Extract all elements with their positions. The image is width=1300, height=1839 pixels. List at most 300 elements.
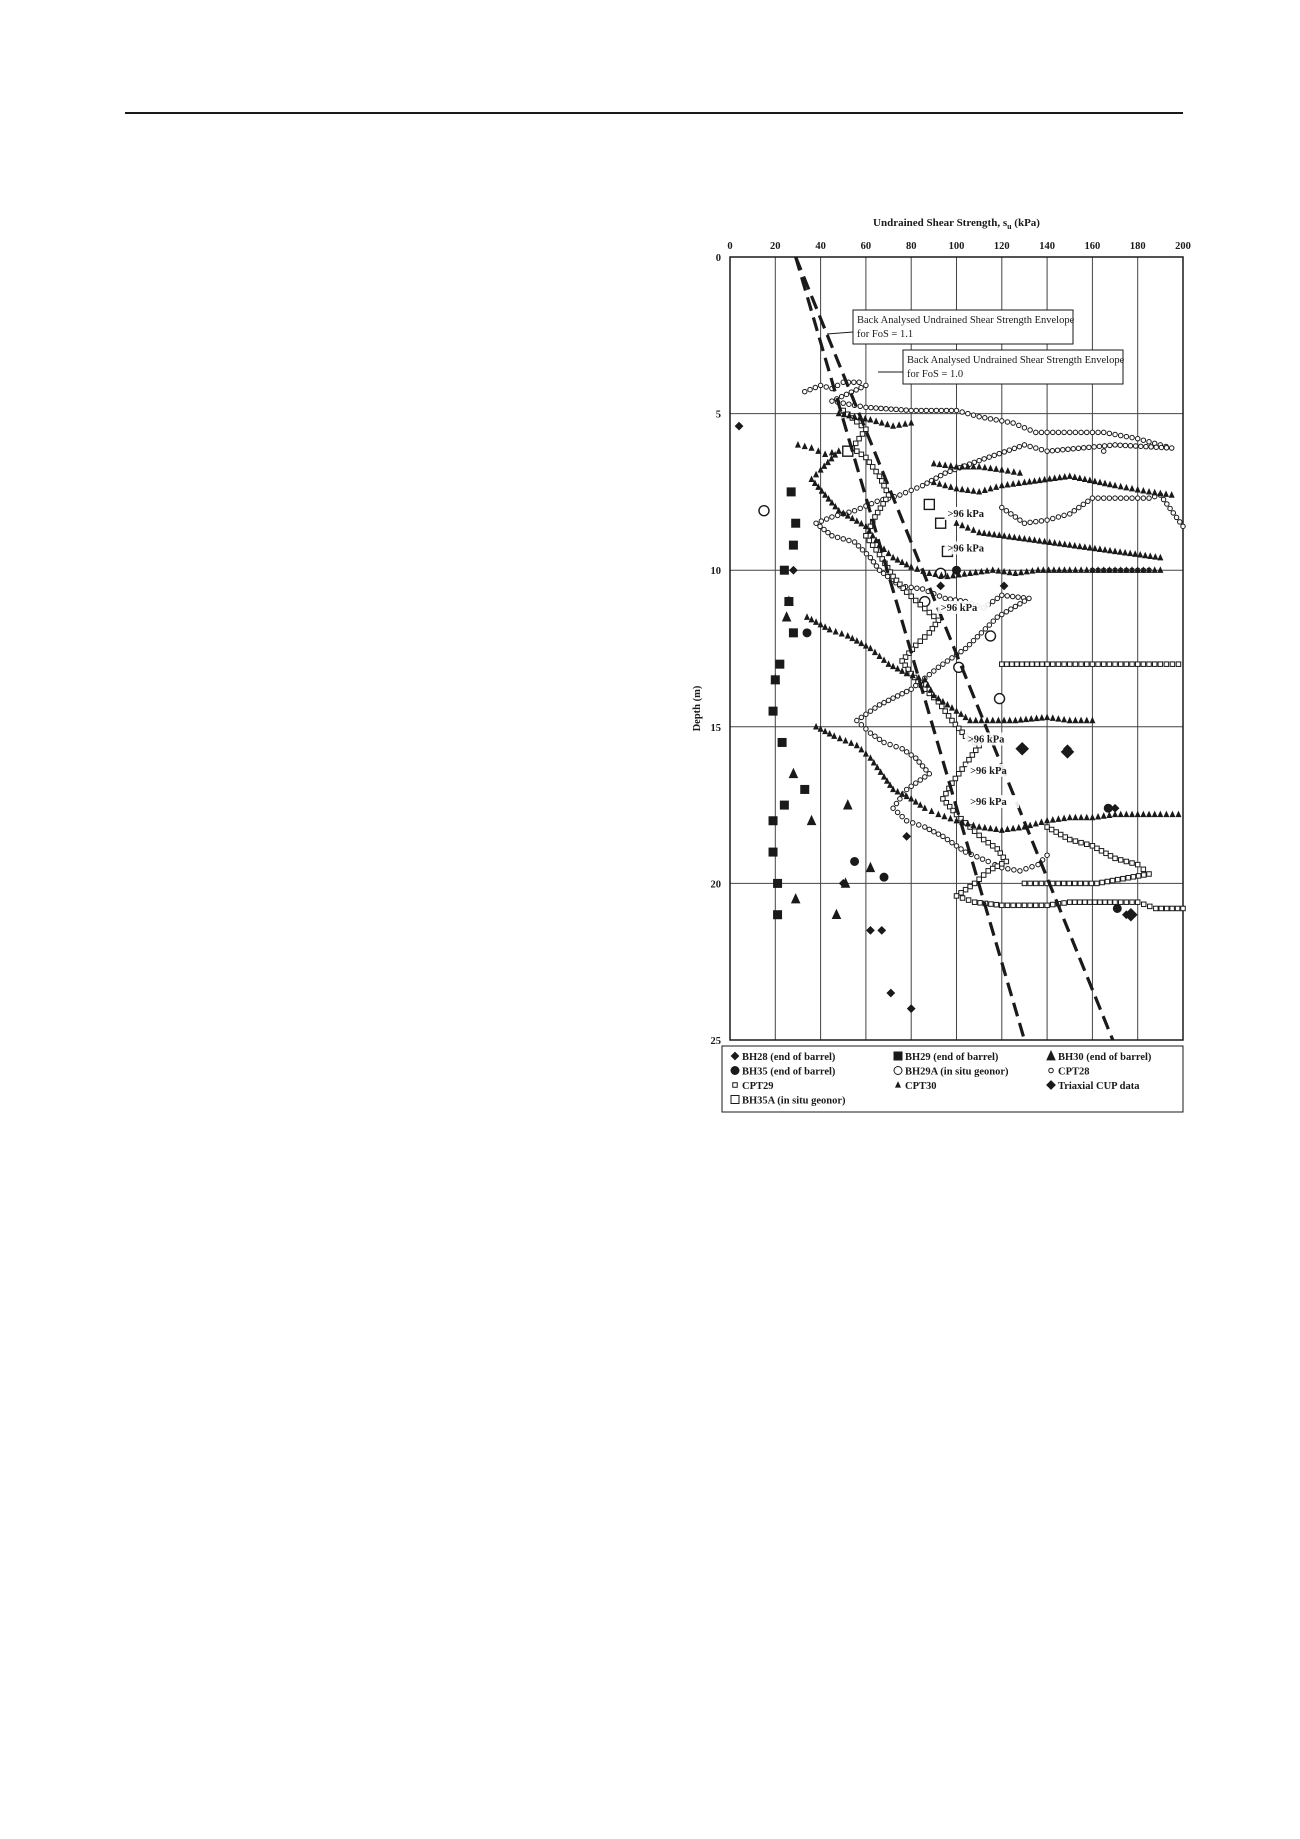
data-point — [882, 658, 887, 663]
data-point — [990, 866, 995, 871]
data-point — [1148, 554, 1153, 559]
data-point — [909, 796, 914, 801]
data-point — [1083, 900, 1088, 905]
data-point — [1067, 881, 1072, 886]
data-point — [1022, 536, 1026, 541]
data-point — [877, 552, 882, 557]
data-point — [918, 802, 923, 807]
data-point — [932, 461, 937, 466]
data-point — [1078, 881, 1083, 886]
data-point — [923, 775, 928, 780]
data-point — [960, 523, 965, 528]
data-point — [936, 832, 941, 837]
data-point — [910, 821, 915, 826]
data-point — [945, 837, 950, 842]
data-point — [1131, 875, 1136, 880]
data-point — [855, 449, 860, 454]
data-point — [959, 891, 964, 896]
data-point — [940, 704, 945, 709]
data-point — [954, 486, 959, 491]
legend-marker — [894, 1067, 902, 1075]
data-point — [1039, 447, 1044, 452]
data-point — [1142, 873, 1147, 878]
data-point — [1042, 539, 1047, 544]
data-point — [898, 493, 903, 498]
data-point — [988, 466, 993, 471]
data-point — [1088, 478, 1093, 483]
data-point — [1011, 903, 1016, 908]
data-point — [841, 511, 846, 516]
data-point — [897, 422, 902, 427]
data-point — [1000, 903, 1005, 908]
data-point — [870, 533, 875, 538]
data-point — [889, 407, 894, 412]
data-point — [954, 844, 959, 849]
data-point — [888, 742, 893, 747]
data-point — [1057, 568, 1062, 573]
data-point — [1133, 551, 1138, 556]
data-point — [1158, 491, 1163, 496]
data-point — [1107, 496, 1112, 501]
data-point — [1056, 881, 1061, 886]
data-point — [1095, 846, 1100, 851]
data-point — [981, 873, 986, 878]
data-point — [735, 422, 742, 429]
data-point — [827, 731, 832, 736]
x-tick-label: 80 — [905, 241, 917, 252]
data-point — [904, 819, 909, 824]
data-point — [1005, 482, 1010, 487]
data-point — [1087, 445, 1092, 450]
data-point — [978, 901, 983, 906]
data-point — [832, 733, 837, 738]
data-point — [948, 597, 953, 602]
data-point — [1058, 832, 1063, 837]
data-point — [1093, 900, 1098, 905]
data-point — [801, 785, 809, 793]
data-point — [997, 451, 1002, 456]
x-tick-label: 0 — [727, 241, 733, 252]
data-point — [1176, 662, 1181, 667]
data-point — [1007, 718, 1012, 723]
data-point — [868, 417, 873, 422]
data-point — [1113, 904, 1121, 912]
data-point — [1027, 479, 1032, 484]
series-bh35a-in-situ-geonor — [843, 446, 953, 556]
data-point — [1113, 483, 1118, 488]
data-point — [1098, 480, 1103, 485]
data-point — [1022, 521, 1027, 526]
data-point — [894, 407, 899, 412]
data-point — [894, 744, 899, 749]
data-point — [1130, 662, 1135, 667]
data-point — [920, 587, 925, 592]
data-point — [860, 432, 865, 437]
data-point — [830, 515, 835, 520]
data-point — [1078, 900, 1083, 905]
data-point — [977, 489, 982, 494]
data-point — [1010, 594, 1015, 599]
data-point — [872, 760, 877, 765]
data-point — [1176, 812, 1181, 817]
data-point — [1164, 492, 1169, 497]
data-point — [1056, 515, 1061, 520]
data-point — [1020, 662, 1025, 667]
data-point — [830, 533, 835, 538]
data-point — [1141, 438, 1146, 443]
data-point — [1113, 443, 1118, 448]
data-point — [884, 488, 889, 493]
data-point — [856, 544, 861, 549]
data-point — [847, 538, 852, 543]
data-point — [869, 501, 874, 506]
data-point — [852, 414, 857, 419]
data-point — [1164, 446, 1169, 451]
data-point — [1071, 447, 1076, 452]
data-point — [1028, 903, 1033, 908]
data-point — [1051, 817, 1056, 822]
x-tick-label: 120 — [993, 241, 1010, 252]
data-point — [1017, 535, 1022, 540]
data-point — [1147, 662, 1152, 667]
data-point — [868, 709, 873, 714]
data-point — [881, 571, 886, 576]
data-point — [1006, 468, 1011, 473]
data-point — [1118, 443, 1123, 448]
data-point — [977, 414, 982, 419]
data-point — [857, 436, 862, 441]
data-point — [1045, 825, 1050, 830]
data-point — [979, 631, 984, 636]
data-point — [986, 859, 991, 864]
data-point — [783, 612, 791, 621]
data-point — [1022, 903, 1026, 908]
data-point — [814, 619, 819, 624]
data-point — [918, 639, 923, 644]
legend-label: Triaxial CUP data — [1058, 1081, 1140, 1092]
data-point — [880, 873, 888, 881]
data-point — [1170, 662, 1175, 667]
data-point — [1051, 516, 1056, 521]
data-point — [943, 709, 948, 714]
data-point — [864, 427, 869, 432]
data-point — [873, 706, 878, 711]
data-point — [1045, 715, 1050, 720]
data-point — [818, 524, 823, 529]
data-point — [1061, 881, 1066, 886]
data-point — [991, 619, 996, 624]
data-point — [957, 772, 962, 777]
data-point — [1037, 478, 1042, 483]
y-axis-title: Depth (m) — [692, 685, 703, 732]
data-point — [808, 387, 813, 392]
data-point — [1093, 479, 1098, 484]
data-point — [949, 463, 954, 468]
data-point — [895, 810, 900, 815]
data-point — [1000, 612, 1005, 617]
data-point — [974, 718, 979, 723]
data-point — [1028, 428, 1033, 433]
data-point — [927, 631, 932, 636]
data-point — [915, 566, 920, 571]
data-point — [1013, 571, 1018, 576]
data-point — [1108, 548, 1113, 553]
data-point — [1022, 599, 1027, 604]
data-point — [1123, 550, 1128, 555]
data-point — [874, 469, 879, 474]
data-point — [826, 530, 831, 535]
data-point — [1068, 512, 1073, 517]
data-point — [960, 896, 965, 901]
data-point — [1015, 662, 1020, 667]
x-tick-label: 160 — [1084, 241, 1101, 252]
data-point — [913, 781, 918, 786]
data-point — [877, 703, 882, 708]
data-point — [941, 662, 946, 667]
data-point — [1028, 881, 1033, 886]
legend-label: CPT29 — [742, 1081, 774, 1092]
legend-label: BH28 (end of barrel) — [742, 1052, 836, 1063]
data-point — [833, 629, 838, 634]
data-point — [937, 481, 942, 486]
data-point — [1056, 430, 1061, 435]
data-point — [1045, 853, 1050, 858]
data-point — [1005, 903, 1010, 908]
data-point — [1164, 906, 1169, 911]
data-point — [1090, 815, 1095, 820]
legend-marker — [733, 1083, 738, 1088]
data-point — [971, 638, 976, 643]
annotation-label: >96 kPa — [940, 602, 978, 614]
data-point — [1051, 715, 1056, 720]
data-point — [778, 738, 786, 746]
data-point — [913, 756, 918, 761]
data-point — [985, 718, 990, 723]
data-point — [1175, 906, 1180, 911]
data-point — [1045, 430, 1050, 435]
data-point — [1158, 662, 1163, 667]
x-tick-label: 40 — [815, 241, 826, 252]
data-point — [904, 787, 909, 792]
data-point — [1024, 717, 1028, 722]
data-point — [1062, 542, 1067, 547]
data-point — [1135, 662, 1140, 667]
legend-label: BH35A (in situ geonor) — [742, 1095, 846, 1107]
data-point — [868, 646, 873, 651]
data-point — [1152, 662, 1157, 667]
data-point — [898, 797, 903, 802]
data-point — [802, 444, 807, 449]
data-point — [1096, 662, 1101, 667]
data-point — [1158, 555, 1163, 560]
data-point — [796, 442, 801, 447]
data-point — [877, 654, 882, 659]
data-point — [1124, 859, 1129, 864]
data-point — [1000, 593, 1005, 598]
data-point — [996, 718, 1001, 723]
data-point — [1073, 475, 1078, 480]
y-tick-label: 0 — [715, 253, 721, 264]
data-point — [1045, 662, 1050, 667]
data-point — [858, 506, 863, 511]
legend-label: BH29 (end of barrel) — [905, 1052, 999, 1063]
data-point — [1000, 862, 1005, 867]
data-point — [927, 827, 932, 832]
data-point — [823, 729, 828, 734]
y-tick-label: 5 — [715, 409, 721, 421]
data-point — [1161, 497, 1166, 502]
data-point — [1098, 900, 1103, 905]
data-point — [1047, 540, 1052, 545]
data-point — [859, 385, 864, 390]
data-point — [948, 469, 953, 474]
data-point — [932, 693, 937, 698]
data-point — [1062, 513, 1067, 518]
data-point — [1009, 512, 1014, 517]
data-point — [971, 413, 976, 418]
data-point — [1095, 881, 1100, 886]
data-point — [899, 408, 904, 413]
data-point — [1143, 553, 1148, 558]
data-point — [1056, 716, 1061, 721]
data-point — [864, 405, 869, 410]
data-point — [1118, 812, 1123, 817]
data-point — [1103, 547, 1108, 552]
data-point — [1103, 481, 1108, 486]
data-point — [986, 869, 991, 874]
data-point — [1084, 842, 1089, 847]
data-point — [915, 486, 920, 491]
data-point — [868, 755, 873, 760]
data-point — [860, 548, 865, 553]
data-point — [1018, 717, 1023, 722]
data-point — [1153, 554, 1158, 559]
data-point — [923, 635, 928, 640]
data-point — [987, 531, 992, 536]
data-point — [1061, 447, 1066, 452]
data-point — [864, 751, 869, 756]
series-bh28-end-of-barrel — [735, 422, 1130, 1012]
data-point — [1006, 867, 1011, 872]
data-point — [927, 672, 932, 677]
x-tick-label: 20 — [770, 241, 781, 252]
data-point — [1045, 903, 1050, 908]
data-point — [886, 698, 891, 703]
data-point — [1073, 815, 1078, 820]
data-point — [867, 538, 872, 543]
data-point — [904, 590, 909, 595]
data-point — [1034, 903, 1039, 908]
data-point — [1124, 900, 1129, 905]
data-point — [1028, 520, 1033, 525]
data-point — [838, 736, 843, 741]
data-point — [824, 517, 829, 522]
data-point — [886, 661, 891, 666]
data-point — [1124, 434, 1129, 439]
data-point — [1135, 436, 1140, 441]
data-point — [946, 714, 951, 719]
data-point — [959, 649, 964, 654]
data-point — [967, 642, 972, 647]
data-point — [900, 669, 905, 674]
data-point — [1068, 837, 1073, 842]
data-point — [1012, 446, 1017, 451]
data-point — [895, 666, 900, 671]
data-point — [924, 408, 929, 413]
data-point — [943, 596, 948, 601]
data-point — [1040, 715, 1045, 720]
data-point — [1016, 595, 1021, 600]
data-point — [855, 638, 860, 643]
data-point — [891, 806, 896, 811]
data-point — [1068, 430, 1073, 435]
data-point — [972, 460, 977, 465]
data-point — [878, 927, 885, 934]
data-point — [854, 388, 859, 393]
data-point — [948, 816, 953, 821]
data-point — [1141, 867, 1146, 872]
data-point — [886, 551, 891, 556]
data-point — [1113, 856, 1118, 861]
data-point — [1170, 812, 1175, 817]
data-point — [1022, 881, 1026, 886]
data-point — [1017, 903, 1022, 908]
data-point — [1088, 545, 1093, 550]
annotation-label: >96 kPa — [967, 734, 1005, 746]
data-point — [1045, 818, 1050, 823]
data-point — [1011, 481, 1016, 486]
data-point — [909, 420, 914, 425]
data-point — [1133, 444, 1138, 449]
data-point — [924, 499, 934, 509]
data-point — [980, 857, 985, 862]
data-point — [859, 452, 864, 457]
data-point — [979, 718, 984, 723]
data-point — [943, 463, 948, 468]
data-point — [1135, 496, 1140, 501]
data-point — [1022, 425, 1027, 430]
data-point — [1144, 444, 1149, 449]
data-point — [982, 457, 987, 462]
data-point — [1113, 432, 1118, 437]
data-point — [929, 688, 934, 693]
data-point — [953, 776, 958, 781]
data-point — [1101, 430, 1106, 435]
data-point — [954, 464, 959, 469]
data-point — [774, 879, 782, 887]
data-point — [1086, 499, 1091, 504]
data-point — [944, 408, 949, 413]
data-point — [1032, 538, 1037, 543]
data-point — [792, 894, 800, 903]
data-point — [968, 884, 973, 889]
data-point — [941, 834, 946, 839]
data-point — [891, 664, 896, 669]
data-point — [909, 488, 914, 493]
data-point — [1118, 549, 1123, 554]
data-point — [1034, 446, 1039, 451]
data-point — [1073, 430, 1078, 435]
data-point — [954, 894, 959, 899]
data-point — [809, 477, 814, 482]
data-point — [867, 460, 872, 465]
data-point — [1039, 881, 1044, 886]
data-point — [934, 476, 939, 481]
data-point — [904, 689, 909, 694]
data-point — [1096, 814, 1101, 819]
data-point — [1079, 840, 1084, 845]
envelope-label-line1: Back Analysed Undrained Shear Strength Envelope — [907, 355, 1125, 366]
